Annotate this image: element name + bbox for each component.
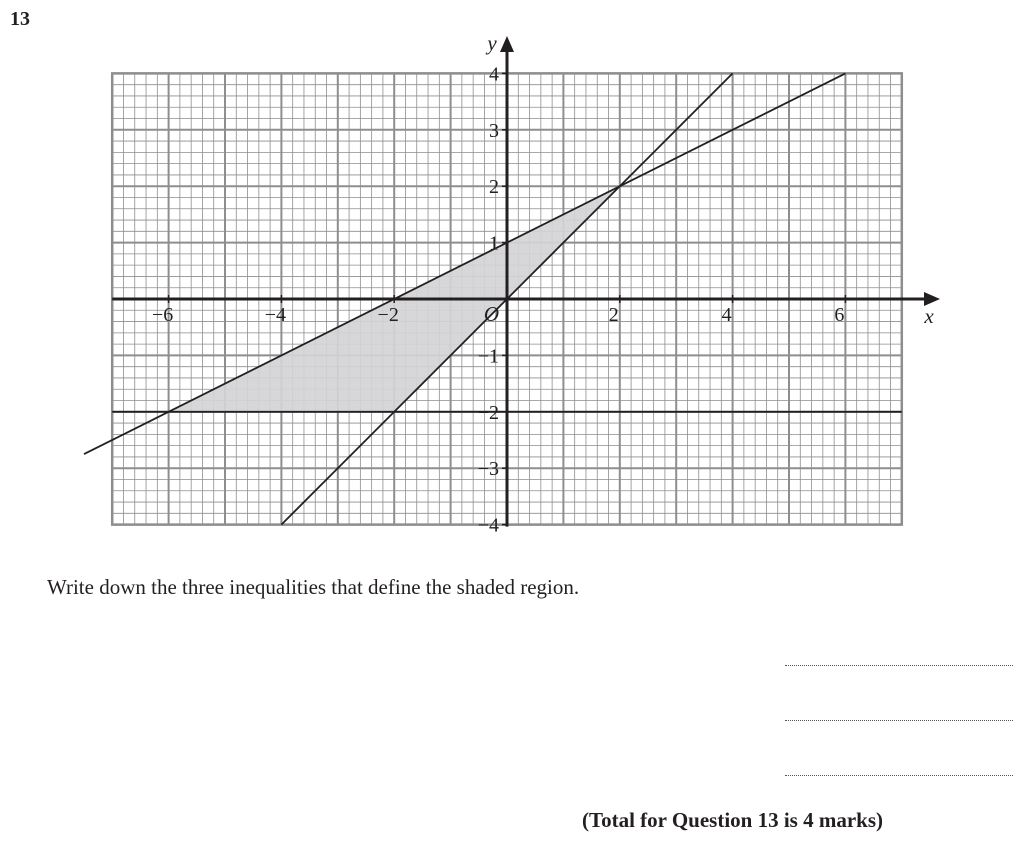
x-tick-label: 4 (721, 304, 732, 326)
y-tick-label: −4 (477, 514, 499, 537)
y-axis-arrowhead (500, 36, 514, 52)
answer-line-2[interactable] (785, 720, 1013, 721)
x-axis-label: x (924, 304, 934, 328)
y-tick-label: 1 (489, 232, 499, 255)
y-tick-label: −2 (477, 401, 499, 424)
origin-label: O (483, 302, 499, 326)
question-number: 13 (10, 8, 30, 30)
x-tick-label: −2 (377, 304, 399, 326)
x-tick-label: −4 (264, 304, 287, 326)
y-tick-label: 2 (489, 176, 499, 199)
y-axis-label: y (487, 31, 497, 55)
question-prompt: Write down the three inequalities that define the shaded region. (47, 575, 580, 599)
y-tick-label: 4 (489, 63, 499, 86)
x-tick-label: 6 (834, 304, 845, 326)
y-tick-label: −3 (477, 458, 499, 481)
answer-line-3[interactable] (785, 775, 1013, 776)
answer-line-1[interactable] (785, 665, 1013, 666)
question-total-marks: (Total for Question 13 is 4 marks) (582, 808, 884, 832)
y-tick-label: 3 (489, 119, 499, 142)
x-tick-label: 2 (608, 304, 619, 326)
x-tick-label: −6 (151, 304, 174, 326)
y-tick-label: −1 (477, 345, 499, 368)
